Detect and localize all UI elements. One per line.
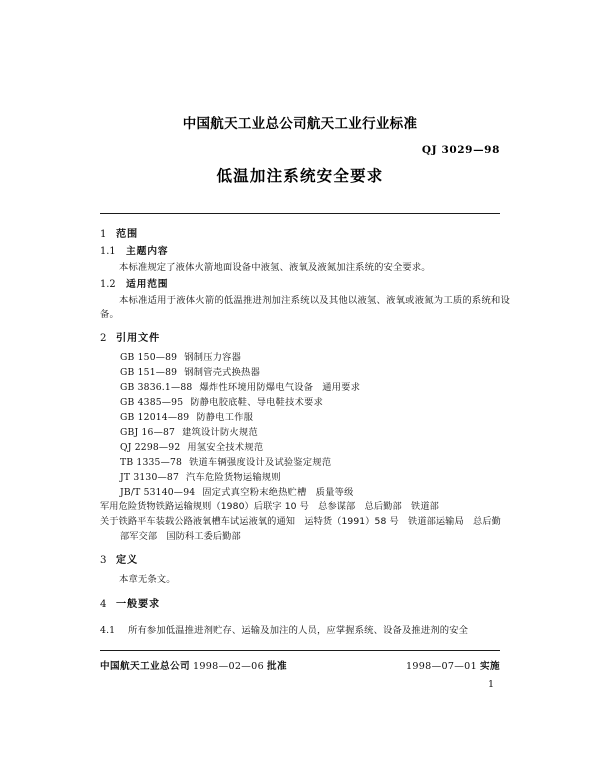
reference-code: TB 1335—78 (120, 456, 183, 468)
section-heading-1 (100, 230, 510, 240)
reference-title: 钢制管壳式换热器 (184, 367, 261, 379)
reference-title: 用氢安全技术规范 (187, 441, 264, 453)
subsection-heading-1-2 (100, 280, 510, 290)
reference-item (100, 426, 510, 441)
section-number-2: 2 (100, 333, 107, 345)
section-heading-4 (100, 600, 510, 610)
subsection-number-1-1: 1.1 (100, 246, 116, 258)
spacer (100, 327, 510, 334)
reference-item (100, 456, 510, 471)
reference-item (100, 351, 510, 366)
reference-extra: 通用要求 (322, 382, 361, 394)
document-body (100, 230, 510, 643)
reference-title: 建筑设计防火规范 (182, 426, 258, 438)
clause-text-4-1: 所有参加低温推进剂贮存、运输及加注的人员，应掌握系统、设备及推进剂的安全 (128, 625, 469, 637)
section-heading-3 (100, 556, 510, 566)
subsection-text-1-1: 本标准规定了液体火箭地面设备中液氢、液氧及液氮加注系统的安全要求。 (119, 262, 431, 273)
reference-title: 防静电胶底鞋、导电鞋技术要求 (190, 397, 324, 409)
reference-item (100, 366, 510, 381)
header-divider (100, 213, 500, 214)
footer-divider (100, 650, 500, 651)
footer-row (100, 658, 500, 672)
reference-code: QJ 2298—92 (120, 441, 181, 453)
reference-code: JB/T 53140—94 (120, 486, 196, 498)
reference-code: GB 3836.1—88 (120, 382, 193, 394)
spacer (100, 593, 510, 600)
clause-number-4-1: 4.1 (100, 625, 116, 637)
reference-title: 钢制压力容器 (184, 352, 242, 364)
section-title-2: 引用文件 (116, 333, 160, 345)
reference-title: 汽车危险货物运输规则 (186, 471, 281, 483)
spacer (100, 545, 510, 556)
reference-item (100, 486, 510, 501)
reference-code: GB 150—89 (120, 352, 178, 364)
reference-item (100, 381, 510, 396)
section-title-3: 定义 (116, 555, 138, 567)
reference-title: 固定式真空粉末绝热贮槽 (202, 486, 307, 498)
page-number: 1 (487, 679, 494, 690)
footer-effective-date: 1998—07—01 (405, 661, 477, 672)
reference-code: GB 4385—95 (120, 397, 184, 409)
subsection-heading-1-1 (100, 247, 510, 257)
masthead (100, 112, 500, 186)
reference-extra: 质量等级 (315, 486, 354, 498)
page-footer (100, 658, 500, 690)
subsection-title-1-1: 主题内容 (126, 246, 169, 258)
reference-item (100, 396, 510, 411)
reference-code: GBJ 16—87 (120, 426, 176, 438)
section-number-4: 4 (100, 598, 107, 610)
reference-title: 防静电工作服 (196, 412, 254, 424)
reference-item (100, 471, 510, 486)
footer-issuer: 中国航天工业总公司 (100, 661, 190, 672)
section-heading-2 (100, 334, 510, 344)
reference-title: 铁道车辆强度设计及试验鉴定规范 (189, 456, 332, 468)
reference-item (100, 411, 510, 426)
reference-code: GB 151—89 (120, 367, 178, 379)
reference-item (100, 441, 510, 456)
section-text-3: 本章无条文。 (119, 574, 176, 586)
footer-effective-label: 实施 (480, 661, 500, 672)
footer-approval (100, 658, 287, 672)
reference-title: 爆炸性环境用防爆电气设备 (199, 382, 314, 394)
reference-code: GB 12014—89 (120, 412, 190, 424)
reference-regulation-item: 关于铁路平车装载公路液氧槽车试运液氧的通知 运特货（1991）58 号 铁道部运输局 总后勤部军交部 国防科工委后勤部 (100, 516, 501, 543)
subsection-text-1-2: 本标准适用于液体火箭的低温推进剂加注系统以及其他以液氢、液氧或液氮为工质的系统和设备。 (100, 295, 510, 320)
reference-regulation-item: 军用危险货物铁路运输规则（1980）后联字 10 号 总参谋部 总后勤部 铁道部 (100, 501, 439, 513)
footer-approve-date: 1998—02—06 (192, 661, 264, 672)
section-title-4: 一般要求 (116, 598, 160, 610)
footer-approve-label: 批准 (266, 661, 287, 672)
footer-effective (403, 658, 500, 672)
issuing-organization-line: 中国航天工业总公司航天工业行业标准 (182, 116, 418, 132)
section-number-1: 1 (100, 229, 107, 240)
reference-code: JT 3130—87 (120, 471, 179, 483)
section-number-3: 3 (100, 555, 107, 567)
referenced-documents-list (100, 351, 510, 545)
standard-number: QJ 3029—98 (421, 144, 500, 156)
subsection-number-1-2: 1.2 (100, 279, 116, 291)
section-title-1: 范围 (116, 229, 138, 240)
clause-4-1 (100, 624, 510, 637)
subsection-title-1-2: 适用范围 (126, 279, 169, 291)
document-title: 低温加注系统安全要求 (216, 167, 384, 185)
spacer (100, 617, 510, 624)
